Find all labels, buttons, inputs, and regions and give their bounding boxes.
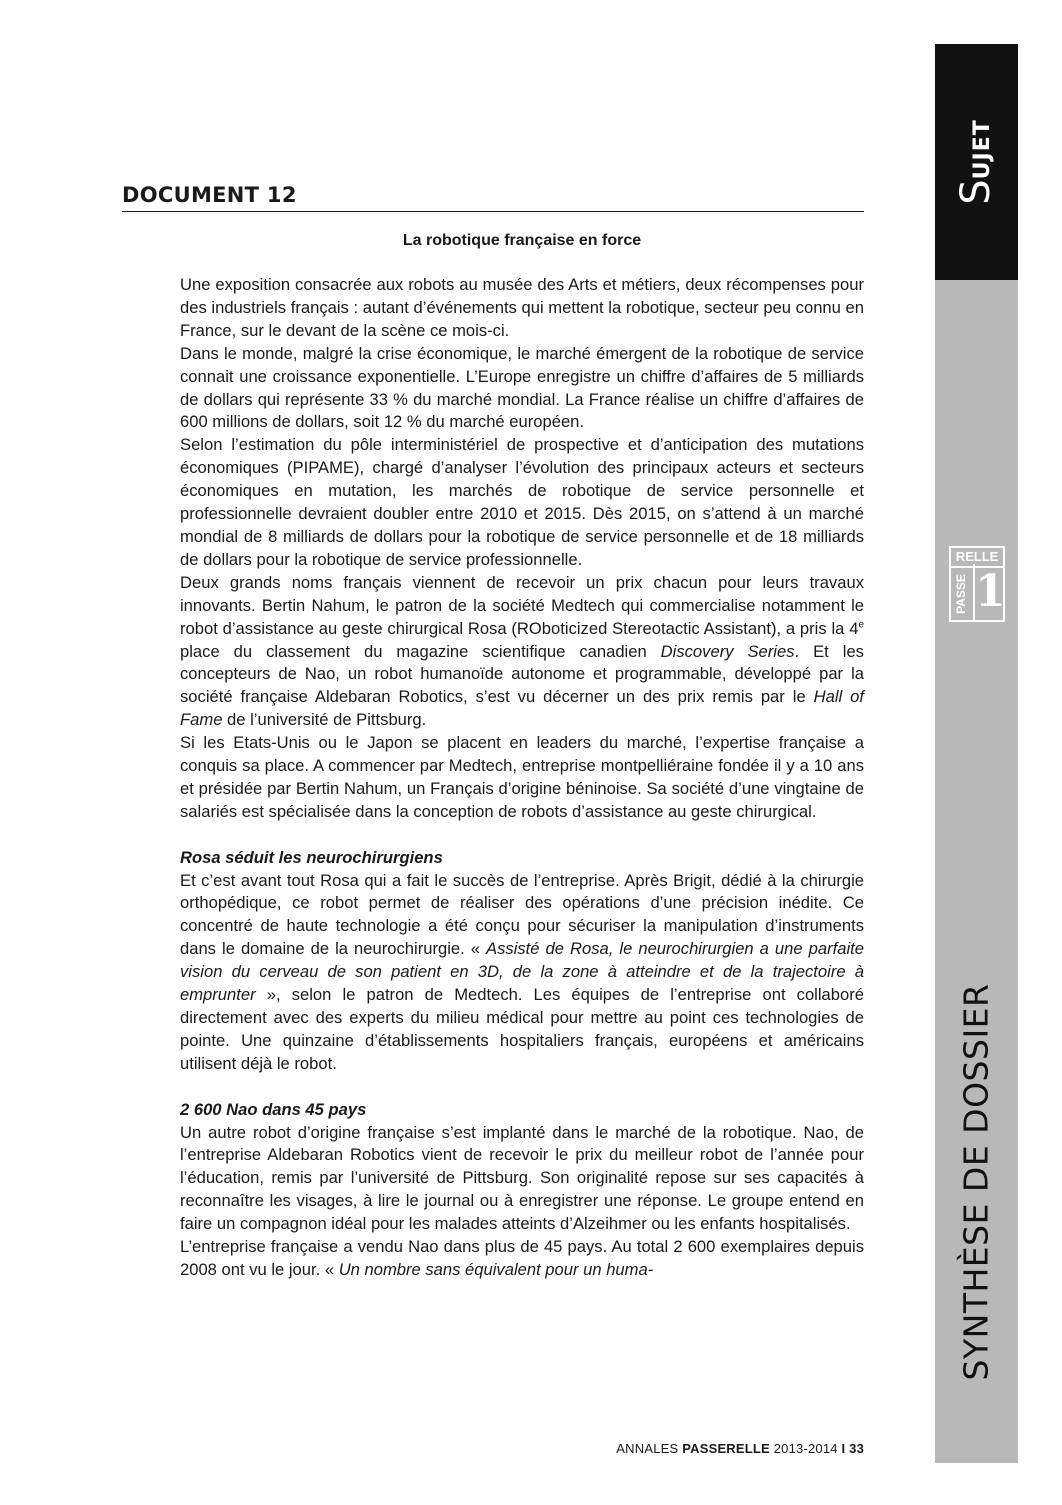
footer-brand: PASSERELLE: [682, 1441, 770, 1456]
quote: Assisté de Rosa, le neurochirurgien a une parfaite vision du cerveau de son patient en 3D, de la zone à atteindre et de la trajectoire à emprunter: [180, 939, 864, 1005]
magazine-title: Discovery Series: [660, 641, 795, 661]
text-run: de l’université de Pittsburg.: [222, 710, 427, 730]
text-run: Deux grands noms français viennent de recevoir un prix chacun pour leurs travaux innovants. Bertin Nahum, le patron de la société Medtech qui commercialise notamment le robot d’assistance au geste chirurgical Rosa (ROboticized Stereotactic Assistant), a pris la 4: [180, 572, 864, 638]
paragraph: Un autre robot d’origine française s’est implanté dans le marché de la robotique. Nao, de l’entreprise Aldebaran Robotics vient de recevoir le prix du meilleur robot de l’année pour l’éducation, remis par l’université de Pittsburg. Son originalité repose sur ses capacités à reconnaître les visages, à lire le journal ou à enregistrer une réponse. Le groupe entend en faire un compagnon idéal pour les malades atteints d’Alzeihmer ou les enfants hospitalisés.: [180, 1122, 864, 1234]
paragraph: Dans le monde, malgré la crise économique, le marché émergent de la robotique de service connait une croissance exponentielle. L’Europe enregistre un chiffre d’affaires de 5 milliards de dollars qui représente 33 % du marché mondial. La France réalise un chiffre d’affaires de 600 millions de dollars, soit 12 % du marché européen.: [180, 343, 864, 432]
footer-separator: I: [841, 1441, 846, 1456]
spacer: [180, 824, 864, 847]
sidebar-subject-label: SYNTHÈSE DE DOSSIER: [956, 983, 996, 1381]
text-run: », selon le patron de Medtech. Les équipes de l’entreprise ont collaboré directement avec des experts du milieu médical pour mettre au point ces technologies de pointe. Une quinzaine d’établissements hospitaliers français, européens et américains utilisent déjà le robot.: [180, 985, 864, 1073]
paragraph: Si les Etats-Unis ou le Japon se placent en leaders du marché, l’expertise française a conquis sa place. A commencer par Medtech, entreprise montpelliéraine fondée il y a 10 ans et présidée par Bertin Nahum, un Français d’origine béninoise. Sa société d’une vingtaine de salariés est spécialisée dans la conception de robots d’assistance au geste chirurgical.: [180, 733, 864, 821]
text-run: place du classement du magazine scientifique canadien: [180, 641, 661, 661]
superscript: e: [858, 619, 864, 631]
page-footer: [560, 1441, 864, 1456]
section-heading: 2 600 Nao dans 45 pays: [180, 1099, 367, 1119]
article-title: La robotique française en force: [402, 232, 642, 249]
paragraph: [180, 1236, 864, 1282]
article-body: [180, 274, 864, 1282]
label-rest: UJET: [970, 119, 995, 180]
section-heading: Rosa séduit les neurochirurgiens: [180, 847, 443, 867]
paragraph: Une exposition consacrée aux robots au musée des Arts et métiers, deux récompenses pour des industriels français : autant d’événements qui mettent la robotique, secteur peu connu en France, sur le devant de la scène ce mois-ci.: [180, 275, 864, 340]
sidebar-section-label: [953, 119, 999, 204]
paragraph: Selon l’estimation du pôle interministériel de prospective et d’anticipation des mutations économiques (PIPAME), chargé d’analyser l’évolution des principaux acteurs et secteurs économiques en mutation, les marchés de robotique de service personnelle et professionnelle devraient doubler entre 2010 et 2015. Dès 2015, on s’attend à un marché mondial de 8 milliards de dollars pour la robotique de service personnelle et de 18 milliards de dollars pour la robotique de service professionnelle.: [180, 435, 864, 569]
spacer: [180, 1076, 864, 1099]
award-name: Hall of Fame: [180, 687, 864, 730]
text-run: Et c’est avant tout Rosa qui a fait le succès de l’entreprise. Après Brigit, dédié à la chirurgie orthopédique, ce robot permet de réaliser des opérations d’une précision inédite. Ce concentré de haute technologie a été conçu pour sécuriser la manipulation d’instruments dans le domaine de la neurochirurgie. «: [180, 870, 864, 959]
footer-prefix: ANNALES: [616, 1441, 683, 1456]
document-header: [122, 183, 864, 212]
paragraph: [180, 870, 864, 1076]
logo-number: 1: [973, 564, 1005, 620]
text-run: L’entreprise française a vendu Nao dans plus de 45 pays. Au total 2 600 exemplaires depuis 2008 ont vu le jour. «: [180, 1237, 864, 1279]
logo-top-text: RELLE: [951, 548, 1003, 568]
paragraph: [180, 572, 864, 732]
page-number: 33: [845, 1441, 864, 1456]
label-initial: S: [953, 179, 999, 205]
document-number: DOCUMENT 12: [122, 183, 297, 207]
passerelle-logo: [949, 546, 1005, 622]
text-run: . Et les concepteurs de Nao, un robot humanoïde autonome et programmable, développé par la société française Aldebaran Robotics, s’est vu décerner un des prix remis par le: [180, 641, 864, 707]
logo-side-text: PASSE: [954, 574, 968, 614]
footer-years: 2013-2014: [769, 1441, 842, 1456]
quote: Un nombre sans équivalent pour un huma-: [338, 1259, 654, 1279]
